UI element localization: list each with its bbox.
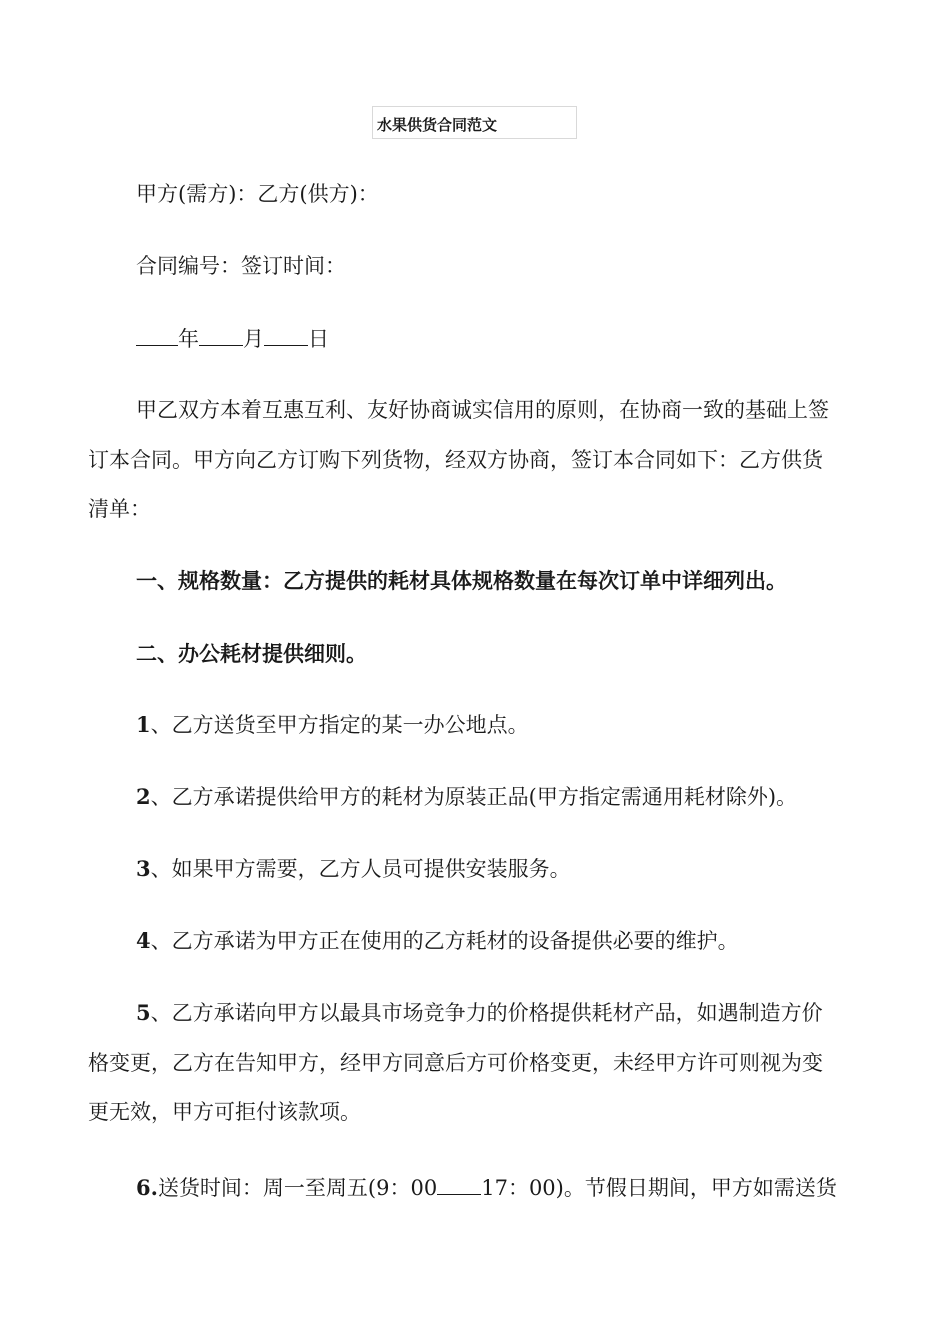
time-blank bbox=[437, 1174, 481, 1195]
section-1-heading: 一、规格数量：乙方提供的耗材具体规格数量在每次订单中详细列出。 bbox=[136, 568, 787, 593]
month-label: 月 bbox=[243, 327, 264, 351]
item-3 bbox=[136, 857, 921, 881]
item-6-number: 6. bbox=[136, 1175, 158, 1200]
item-1-text: 、乙方送货至甲方指定的某一办公地点。 bbox=[150, 713, 529, 737]
item-2-text: 、乙方承诺提供给甲方的耗材为原装正品(甲方指定需通用耗材除外)。 bbox=[150, 785, 798, 809]
parties-line: 甲方(需方)：乙方(供方)： bbox=[136, 182, 379, 206]
intro-line-2: 订本合同。甲方向乙方订购下列货物，经双方协商，签订本合同如下：乙方供货 bbox=[88, 448, 823, 472]
item-4-text: 、乙方承诺为甲方正在使用的乙方耗材的设备提供必要的维护。 bbox=[150, 929, 739, 953]
item-3-number: 3 bbox=[136, 856, 151, 881]
document-title: 水果供货合同范文 bbox=[377, 116, 498, 134]
item-5-line-2: 格变更，乙方在告知甲方，经甲方同意后方可价格变更，未经甲方许可则视为变 bbox=[88, 1051, 823, 1075]
intro-line-3: 清单： bbox=[88, 497, 151, 521]
contract-meta-line: 合同编号：签订时间： bbox=[136, 254, 346, 278]
item-6-text-a: 送货时间：周一至周五(9：00 bbox=[157, 1176, 438, 1200]
item-5-line-3: 更无效，甲方可拒付该款项。 bbox=[88, 1100, 361, 1124]
item-5-line-1-text: 、乙方承诺向甲方以最具市场竞争力的价格提供耗材产品，如遇制造方价 bbox=[150, 1001, 823, 1025]
item-2-number: 2 bbox=[136, 784, 151, 809]
day-label: 日 bbox=[308, 327, 329, 351]
item-6-text-b: 17：00)。节假日期间，甲方如需送货 bbox=[481, 1176, 837, 1200]
month-blank bbox=[199, 325, 243, 346]
item-1 bbox=[136, 713, 921, 737]
date-line bbox=[136, 325, 921, 351]
item-5-number: 5 bbox=[136, 1000, 151, 1025]
day-blank bbox=[264, 325, 308, 346]
item-2 bbox=[136, 785, 921, 809]
item-4 bbox=[136, 929, 921, 953]
intro-line-1: 甲乙双方本着互惠互利、友好协商诚实信用的原则，在协商一致的基础上签 bbox=[136, 398, 829, 422]
title-box bbox=[372, 106, 577, 139]
item-4-number: 4 bbox=[136, 928, 151, 953]
year-blank bbox=[136, 325, 178, 346]
section-2-heading: 二、办公耗材提供细则。 bbox=[136, 641, 367, 666]
year-label: 年 bbox=[178, 327, 199, 351]
item-6 bbox=[136, 1174, 921, 1200]
item-5-line-1 bbox=[136, 1001, 823, 1025]
item-1-number: 1 bbox=[136, 712, 151, 737]
item-3-text: 、如果甲方需要，乙方人员可提供安装服务。 bbox=[150, 857, 571, 881]
